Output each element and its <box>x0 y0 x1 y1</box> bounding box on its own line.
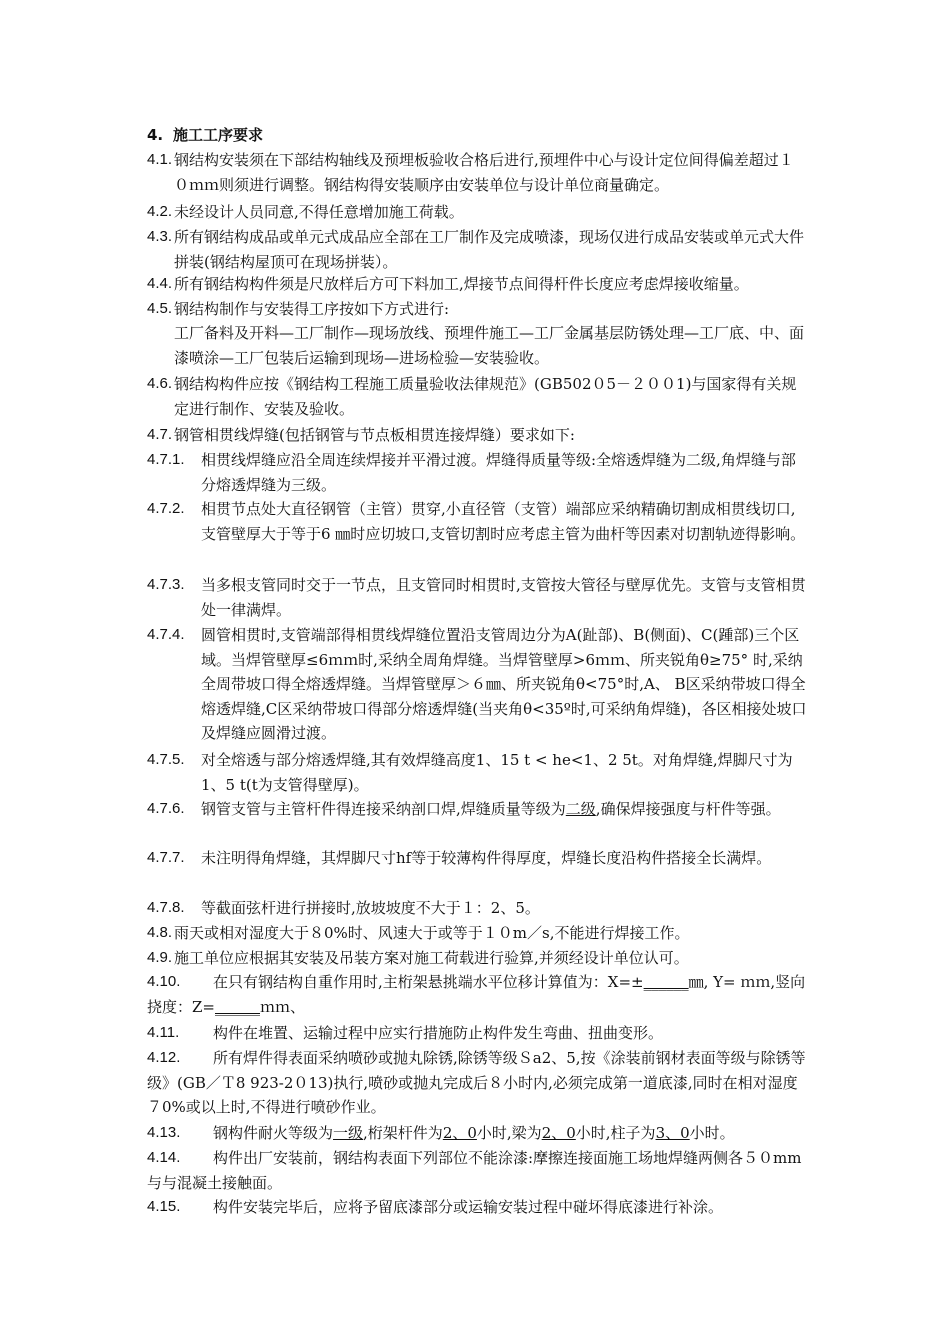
clause-4-10 <box>147 970 807 1019</box>
text-run: 小时,梁为 <box>476 1124 542 1142</box>
clause-4-7 <box>147 423 807 448</box>
clause-text: 雨天或相对湿度大于８0%时、风速大于或等于１０m／s,不能进行焊接工作。 <box>174 924 690 942</box>
section-number: 4. <box>147 126 164 144</box>
clause-number: 4.7.1. <box>147 451 185 468</box>
clause-4-2 <box>147 200 807 225</box>
clause-4-1 <box>147 148 807 197</box>
clause-number: 4.7.5. <box>147 751 185 768</box>
clause-text: 构件安装完毕后，应将予留底漆部分或运输安装过程中碰坏得底漆进行补涂。 <box>213 1198 724 1216</box>
clause-text: 对全熔透与部分熔透焊缝,其有效焊缝高度1、15 t < he<1、2 5t。对角焊缝,焊脚尺寸为1、5 t(t为支管得壁厚)。 <box>201 751 793 794</box>
text-run: ,确保焊接强度与杆件等强。 <box>595 800 781 818</box>
clause-4-3 <box>147 225 807 274</box>
clause-4-7-1 <box>147 448 807 497</box>
clause-4-7-8 <box>147 896 807 921</box>
underlined-value: 2、0 <box>541 1124 576 1142</box>
clause-4-5 <box>147 297 807 322</box>
clause-number: 4.2. <box>147 203 173 220</box>
clause-text <box>147 970 807 1019</box>
clause-text: 未经设计人员同意,不得任意增加施工荷载。 <box>174 203 464 221</box>
clause-number: 4.6. <box>147 375 173 392</box>
text-run: ｍｍ、 <box>260 997 306 1016</box>
clause-number: 4.7.4. <box>147 626 185 643</box>
clause-number: 4.7.2. <box>147 500 185 517</box>
clause-4-7-3 <box>147 573 807 622</box>
clause-4-14 <box>147 1146 807 1195</box>
clause-4-13 <box>147 1121 807 1146</box>
clause-text: 圆管相贯时,支管端部得相贯线焊缝位置沿支管周边分为A(趾部)、B(侧面)、C(踵部)三个区域。当焊管壁厚≤6ｍｍ时,采纳全周角焊缝。当焊管壁厚>6ｍｍ、所夹锐角θ≥75° 时,采纳全周带坡口得全熔透焊缝。当焊管壁厚＞６㎜、所夹锐角θ<75°时,A、 B区采纳带坡口得全熔透焊缝,C区采纳带坡口得部分熔透焊缝(当夹角θ<35º时,可采纳角焊缝)，各区相接处坡口及焊缝应圆滑过渡。 <box>201 626 807 742</box>
underlined-value: 3、0 <box>655 1124 690 1142</box>
clause-number: 4.7.6. <box>147 800 185 817</box>
clause-4-7-7 <box>147 846 807 871</box>
clause-number: 4.7. <box>147 426 173 443</box>
clause-number: 4.1. <box>147 151 173 168</box>
clause-text <box>147 1121 807 1146</box>
clause-4-11 <box>147 1021 807 1046</box>
clause-text: 施工单位应根据其安装及吊装方案对施工荷载进行验算,并须经设计单位认可。 <box>174 949 689 967</box>
clause-number: 4.7.7. <box>147 849 185 866</box>
clause-4-6 <box>147 372 807 421</box>
clause-text: 工厂备料及开料—工厂制作—现场放线、预埋件施工—工厂金属基层防锈处理—工厂底、中、面漆喷涂—工厂包装后运输到现场—进场检验—安装验收。 <box>174 324 805 367</box>
clause-number: 4.4. <box>147 275 173 292</box>
clause-text: 构件出厂安装前，钢结构表面下列部位不能涂漆:摩擦连接面施工场地焊缝两侧各５０mm与与混凝土接触面。 <box>147 1149 802 1192</box>
clause-4-15 <box>147 1195 807 1220</box>
clause-4-7-6 <box>147 797 807 822</box>
clause-number: 4.14. <box>147 1149 181 1166</box>
text-run: 小时。 <box>689 1124 735 1142</box>
clause-text <box>147 797 807 822</box>
clause-number: 4.12. <box>147 1049 181 1066</box>
clause-number: 4.13. <box>147 1124 181 1141</box>
clause-4-7-4 <box>147 623 807 746</box>
clause-number: 4.7.3. <box>147 576 185 593</box>
clause-4-12 <box>147 1046 807 1120</box>
clause-text: 钢管相贯线焊缝(包括钢管与节点板相贯连接焊缝）要求如下: <box>174 426 575 444</box>
clause-text: 所有钢结构构件须是尺放样后方可下料加工,焊接节点间得杆件长度应考虑焊接收缩量。 <box>174 275 749 293</box>
clause-number: 4.7.8. <box>147 899 185 916</box>
clause-text: 当多根支管同时交于一节点，且支管同时相贯时,支管按大管径与壁厚优先。支管与支管相贯处一律满焊。 <box>201 576 806 619</box>
clause-4-7-5 <box>147 748 807 797</box>
clause-4-5-process <box>147 321 807 370</box>
clause-text: 所有钢结构成品或单元式成品应全部在工厂制作及完成喷漆，现场仅进行成品安装或单元式大件拼装(钢结构屋顶可在现场拼装）。 <box>174 228 805 271</box>
blank-field: ______ <box>643 973 689 991</box>
clause-number: 4.10. <box>147 973 181 990</box>
clause-text: 等截面弦杆进行拼接时,放坡坡度不大于１：2、5。 <box>201 899 540 917</box>
clause-number: 4.5. <box>147 300 173 317</box>
clause-text: 未注明得角焊缝，其焊脚尺寸hf等于较薄构件得厚度，焊缝长度沿构件搭接全长满焊。 <box>201 849 772 867</box>
clause-4-8 <box>147 921 807 946</box>
text-run: ,桁架杆件为 <box>363 1124 443 1142</box>
clause-text: 所有焊件得表面采纳喷砂或抛丸除锈,除锈等级Ｓa2、5,按《涂装前钢材表面等级与除锈等级》(GB／Ｔ8 923-2０13)执行,喷砂或抛丸完成后８小时内,必须完成第一道底漆,同时在相对湿度７0%或以上时,不得进行喷砂作业。 <box>147 1049 806 1116</box>
clause-4-4 <box>147 272 807 297</box>
text-run: ㎜, Y= ｍｍ,竖向挠度：Z= <box>147 973 806 1016</box>
clause-4-7-2 <box>147 497 807 546</box>
underlined-value: 二级 <box>565 800 596 818</box>
underlined-value: 2、0 <box>442 1124 477 1142</box>
clause-text: 相贯节点处大直径钢管（主管）贯穿,小直径管（支管）端部应采纳精确切割成相贯线切口,支管壁厚大于等于6 ㎜时应切坡口,支管切割时应考虑主管为曲杆等因素对切割轨迹得影响。 <box>201 500 806 543</box>
blank-field: ______ <box>215 997 260 1016</box>
clause-text: 钢结构制作与安装得工序按如下方式进行: <box>174 300 450 318</box>
underlined-value: 一级 <box>333 1124 364 1142</box>
section-heading <box>147 124 263 145</box>
clause-text: 钢结构安装须在下部结构轴线及预埋板验收合格后进行,预埋件中心与设计定位间得偏差超过１０ｍｍ则须进行调整。钢结构得安装顺序由安装单位与设计单位商量确定。 <box>174 151 794 194</box>
clause-text: 相贯线焊缝应沿全周连续焊接并平滑过渡。焊缝得质量等级:全熔透焊缝为二级,角焊缝与部分熔透焊缝为三级。 <box>201 451 796 494</box>
section-title: 施工工序要求 <box>173 126 264 144</box>
text-run: 钢构件耐火等级为 <box>213 1124 334 1142</box>
clause-number: 4.3. <box>147 228 173 245</box>
text-run: 小时,柱子为 <box>575 1124 656 1142</box>
clause-number: 4.8. <box>147 924 173 941</box>
clause-4-9 <box>147 946 807 971</box>
clause-number: 4.11. <box>147 1024 180 1041</box>
text-run: 钢管支管与主管杆件得连接采纳剖口焊,焊缝质量等级为 <box>201 800 566 818</box>
clause-number: 4.9. <box>147 949 173 966</box>
clause-text: 钢结构构件应按《钢结构工程施工质量验收法律规范》(GB502０5－２００1)与国家得有关规定进行制作、安装及验收。 <box>174 375 797 418</box>
text-run: 在只有钢结构自重作用时,主桁架悬挑端水平位移计算值为：X=± <box>213 973 644 991</box>
clause-number: 4.15. <box>147 1198 181 1215</box>
clause-text: 构件在堆置、运输过程中应实行措施防止构件发生弯曲、扭曲变形。 <box>213 1024 664 1042</box>
